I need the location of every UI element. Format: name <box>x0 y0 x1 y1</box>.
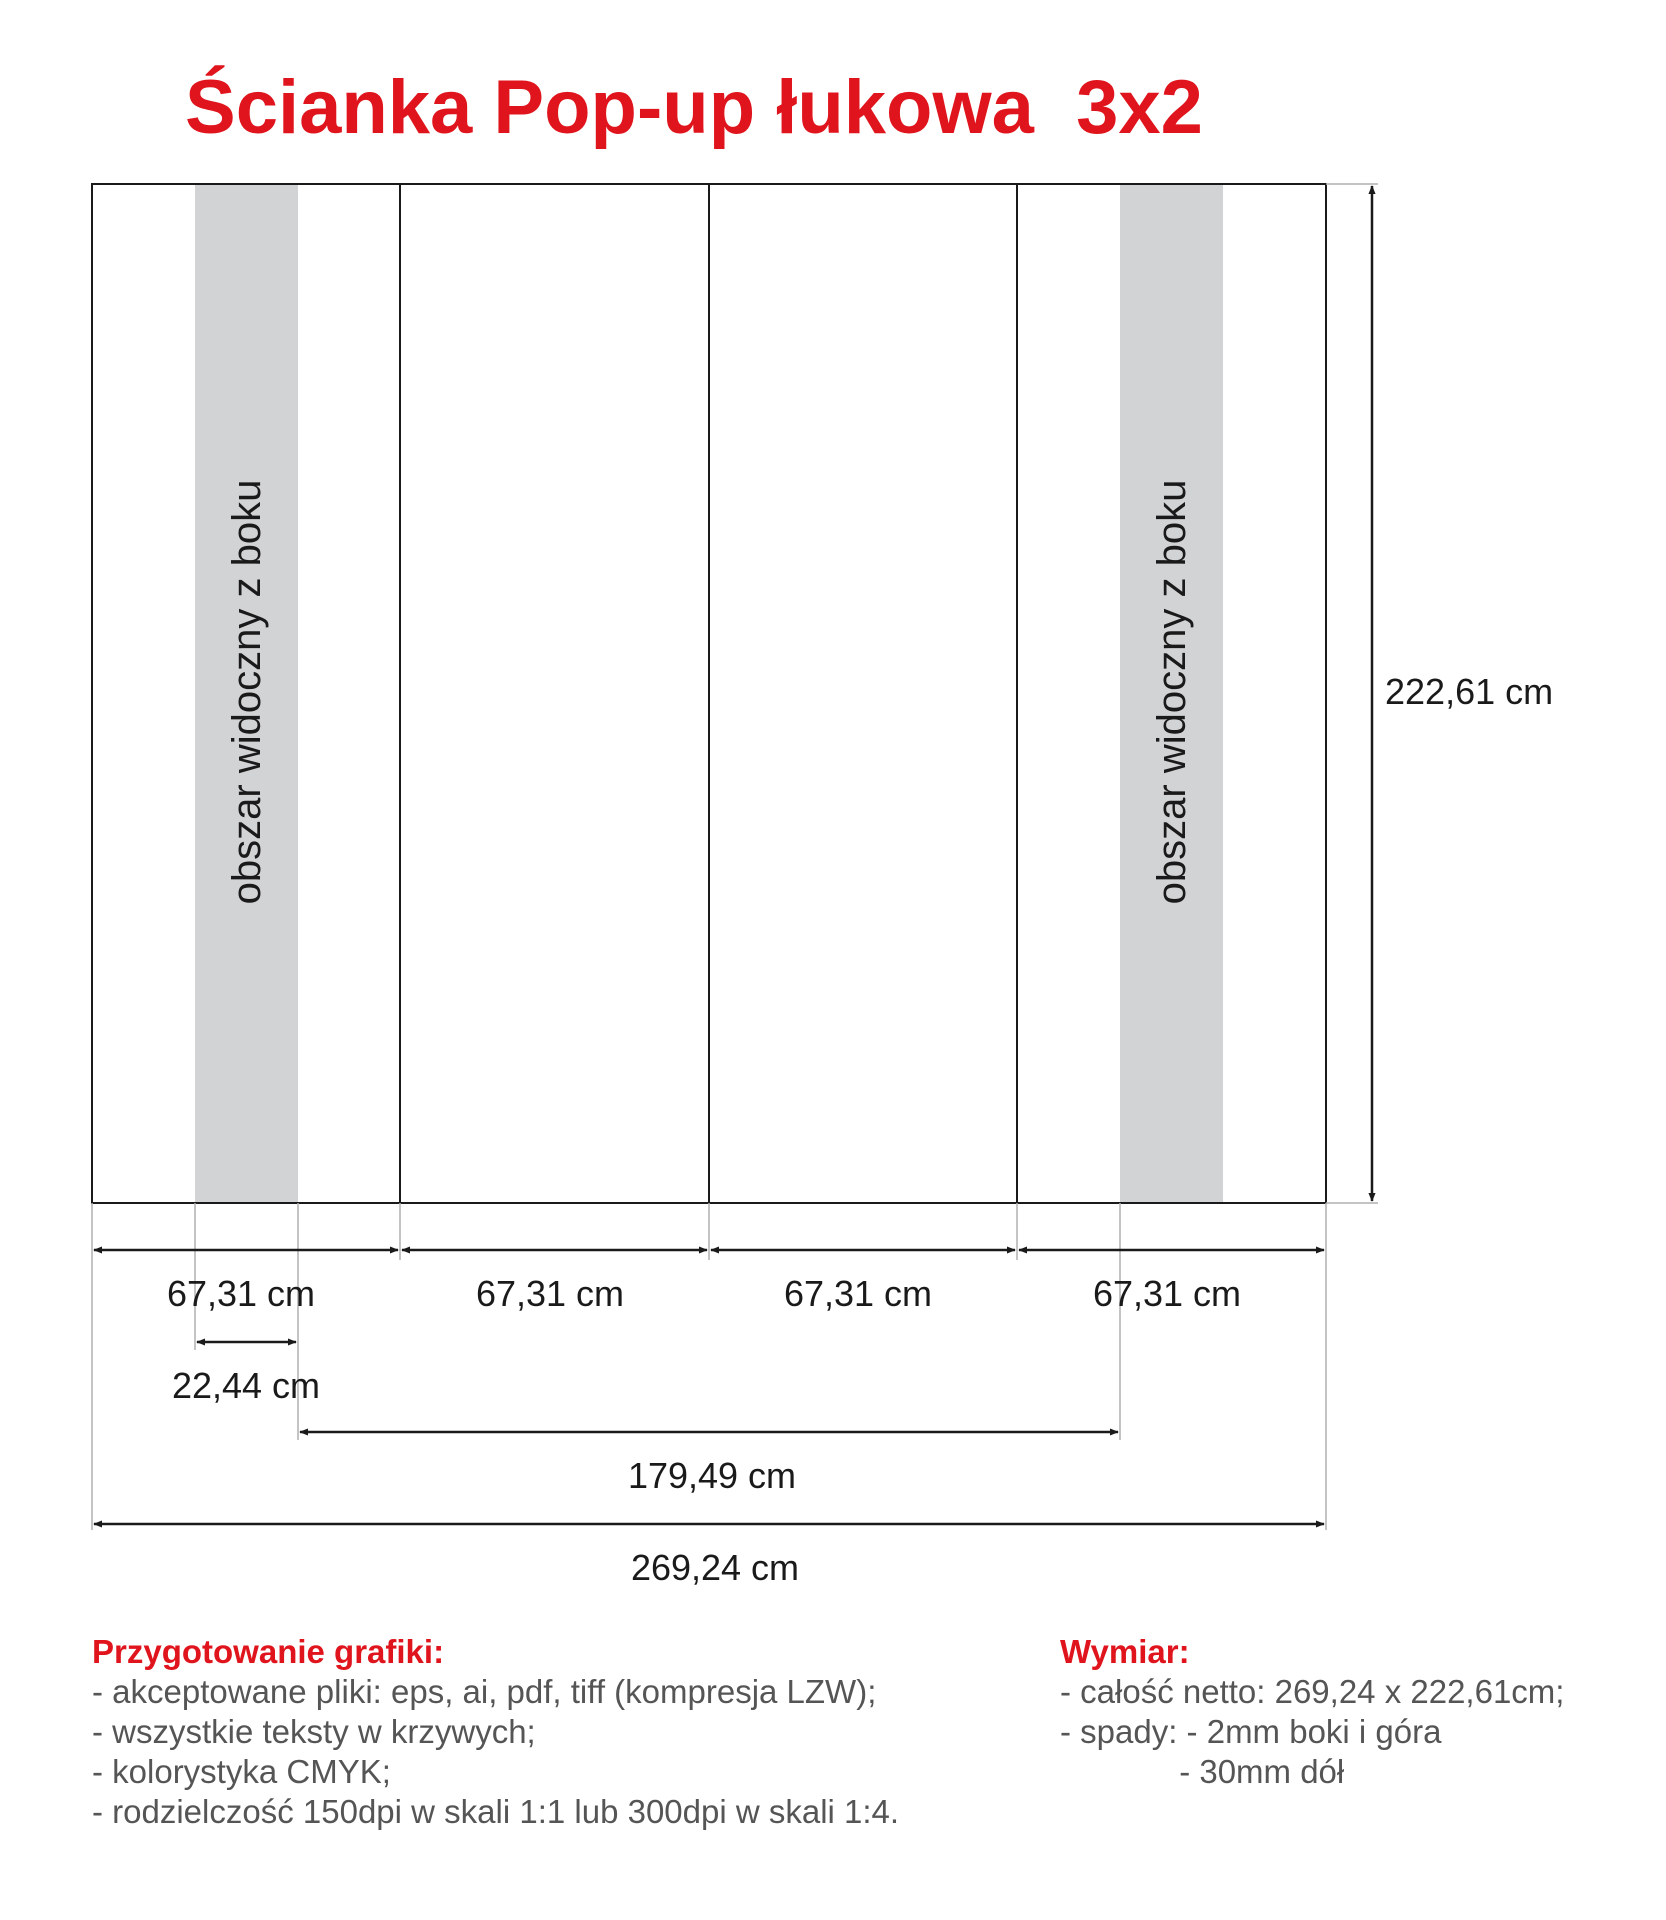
side-width-label: 22,44 cm <box>171 1365 321 1406</box>
panel-width-label: 67,31 cm <box>475 1273 625 1314</box>
panel-width-label: 67,31 cm <box>166 1273 316 1314</box>
preparation-item: - akceptowane pliki: eps, ai, pdf, tiff (kompresja LZW); <box>92 1673 877 1710</box>
side-area-label-right: obszar widoczny z boku <box>1150 479 1194 905</box>
side-area-label-left: obszar widoczny z boku <box>225 479 269 905</box>
height-label: 222,61 cm <box>1385 671 1554 712</box>
total-width-label: 269,24 cm <box>630 1547 800 1588</box>
dimensions-heading: Wymiar: <box>1060 1633 1190 1670</box>
dimensions-item: - 30mm dół <box>1060 1753 1345 1790</box>
page-title: Ścianka Pop-up łukowa 3x2 <box>185 65 1203 150</box>
panel-width-label: 67,31 cm <box>783 1273 933 1314</box>
inner-width-label: 179,49 cm <box>627 1455 797 1496</box>
preparation-item: - wszystkie teksty w krzywych; <box>92 1713 536 1750</box>
preparation-item: - kolorystyka CMYK; <box>92 1753 391 1790</box>
panel-width-label: 67,31 cm <box>1092 1273 1242 1314</box>
dimensions-item: - całość netto: 269,24 x 222,61cm; <box>1060 1673 1565 1710</box>
preparation-heading: Przygotowanie grafiki: <box>92 1633 445 1670</box>
graphics-preparation-notes <box>92 1632 899 1832</box>
dimensions-item: - spady: - 2mm boki i góra <box>1060 1713 1442 1750</box>
dimension-notes <box>1060 1632 1564 1792</box>
preparation-item: - rodzielczość 150dpi w skali 1:1 lub 300dpi w skali 1:4. <box>92 1793 900 1830</box>
